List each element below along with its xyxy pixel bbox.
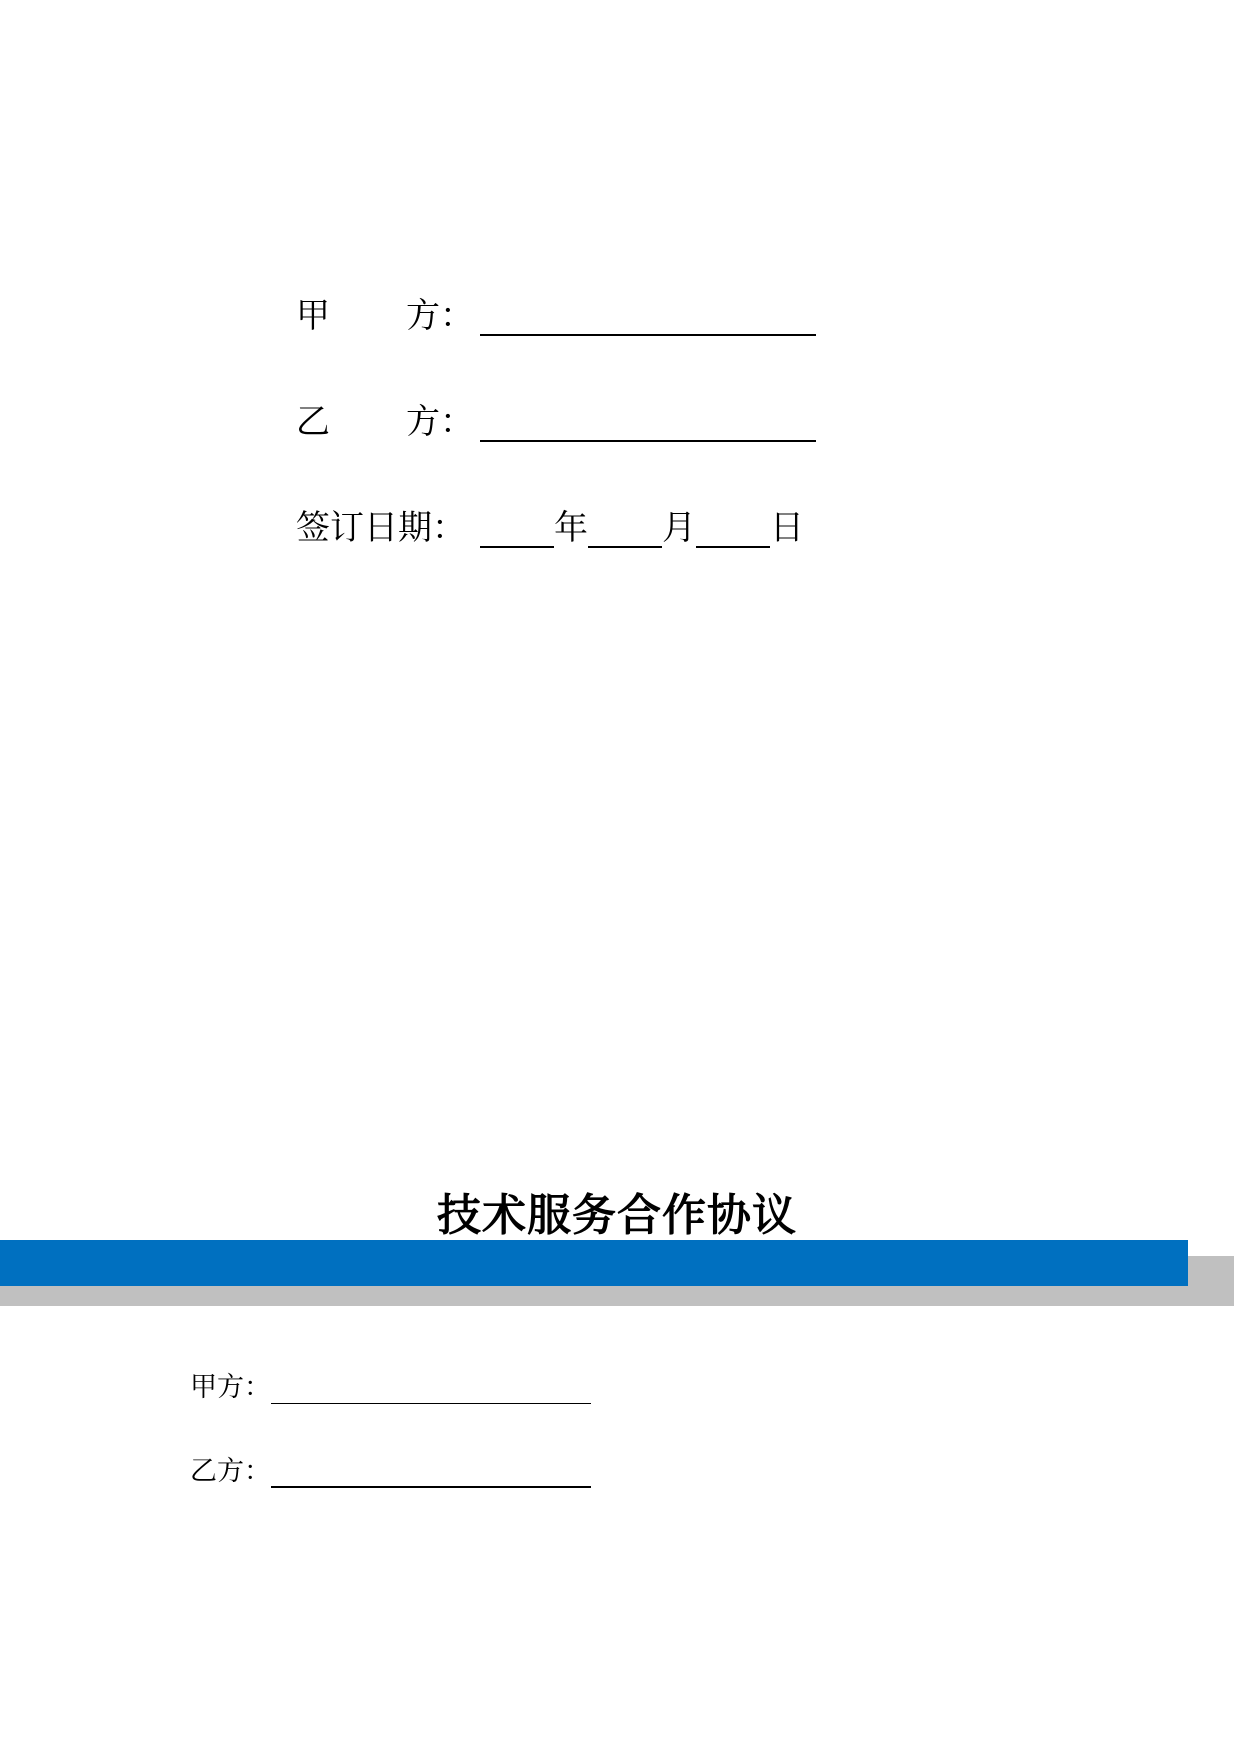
party-b-blank-line[interactable]	[480, 404, 816, 442]
party-b-char-2: 方：	[406, 402, 474, 442]
year-label: 年	[554, 508, 588, 548]
contract-party-b-row	[190, 1456, 591, 1488]
month-label: 月	[662, 508, 696, 548]
cover-party-a-row	[296, 296, 816, 336]
blue-band	[0, 1240, 1188, 1286]
contract-party-b-label: 乙方：	[190, 1456, 271, 1487]
party-a-char-2: 方：	[406, 296, 474, 336]
party-a-blank-line[interactable]	[480, 298, 816, 336]
document-title: 技术服务合作协议	[437, 1190, 797, 1241]
cover-date-row	[296, 508, 804, 548]
day-label: 日	[770, 508, 804, 548]
contract-party-a-label: 甲方：	[190, 1372, 271, 1403]
contract-party-a-blank-line[interactable]	[271, 1375, 591, 1404]
party-a-char-1: 甲	[296, 296, 330, 336]
contract-party-a-row	[190, 1372, 591, 1404]
day-blank-line[interactable]	[696, 510, 770, 548]
contract-party-b-blank-line[interactable]	[271, 1458, 591, 1488]
date-label: 签订日期：	[296, 508, 466, 548]
party-b-char-1: 乙	[296, 402, 330, 442]
year-blank-line[interactable]	[480, 510, 554, 548]
month-blank-line[interactable]	[588, 510, 662, 548]
cover-party-b-row	[296, 402, 816, 442]
